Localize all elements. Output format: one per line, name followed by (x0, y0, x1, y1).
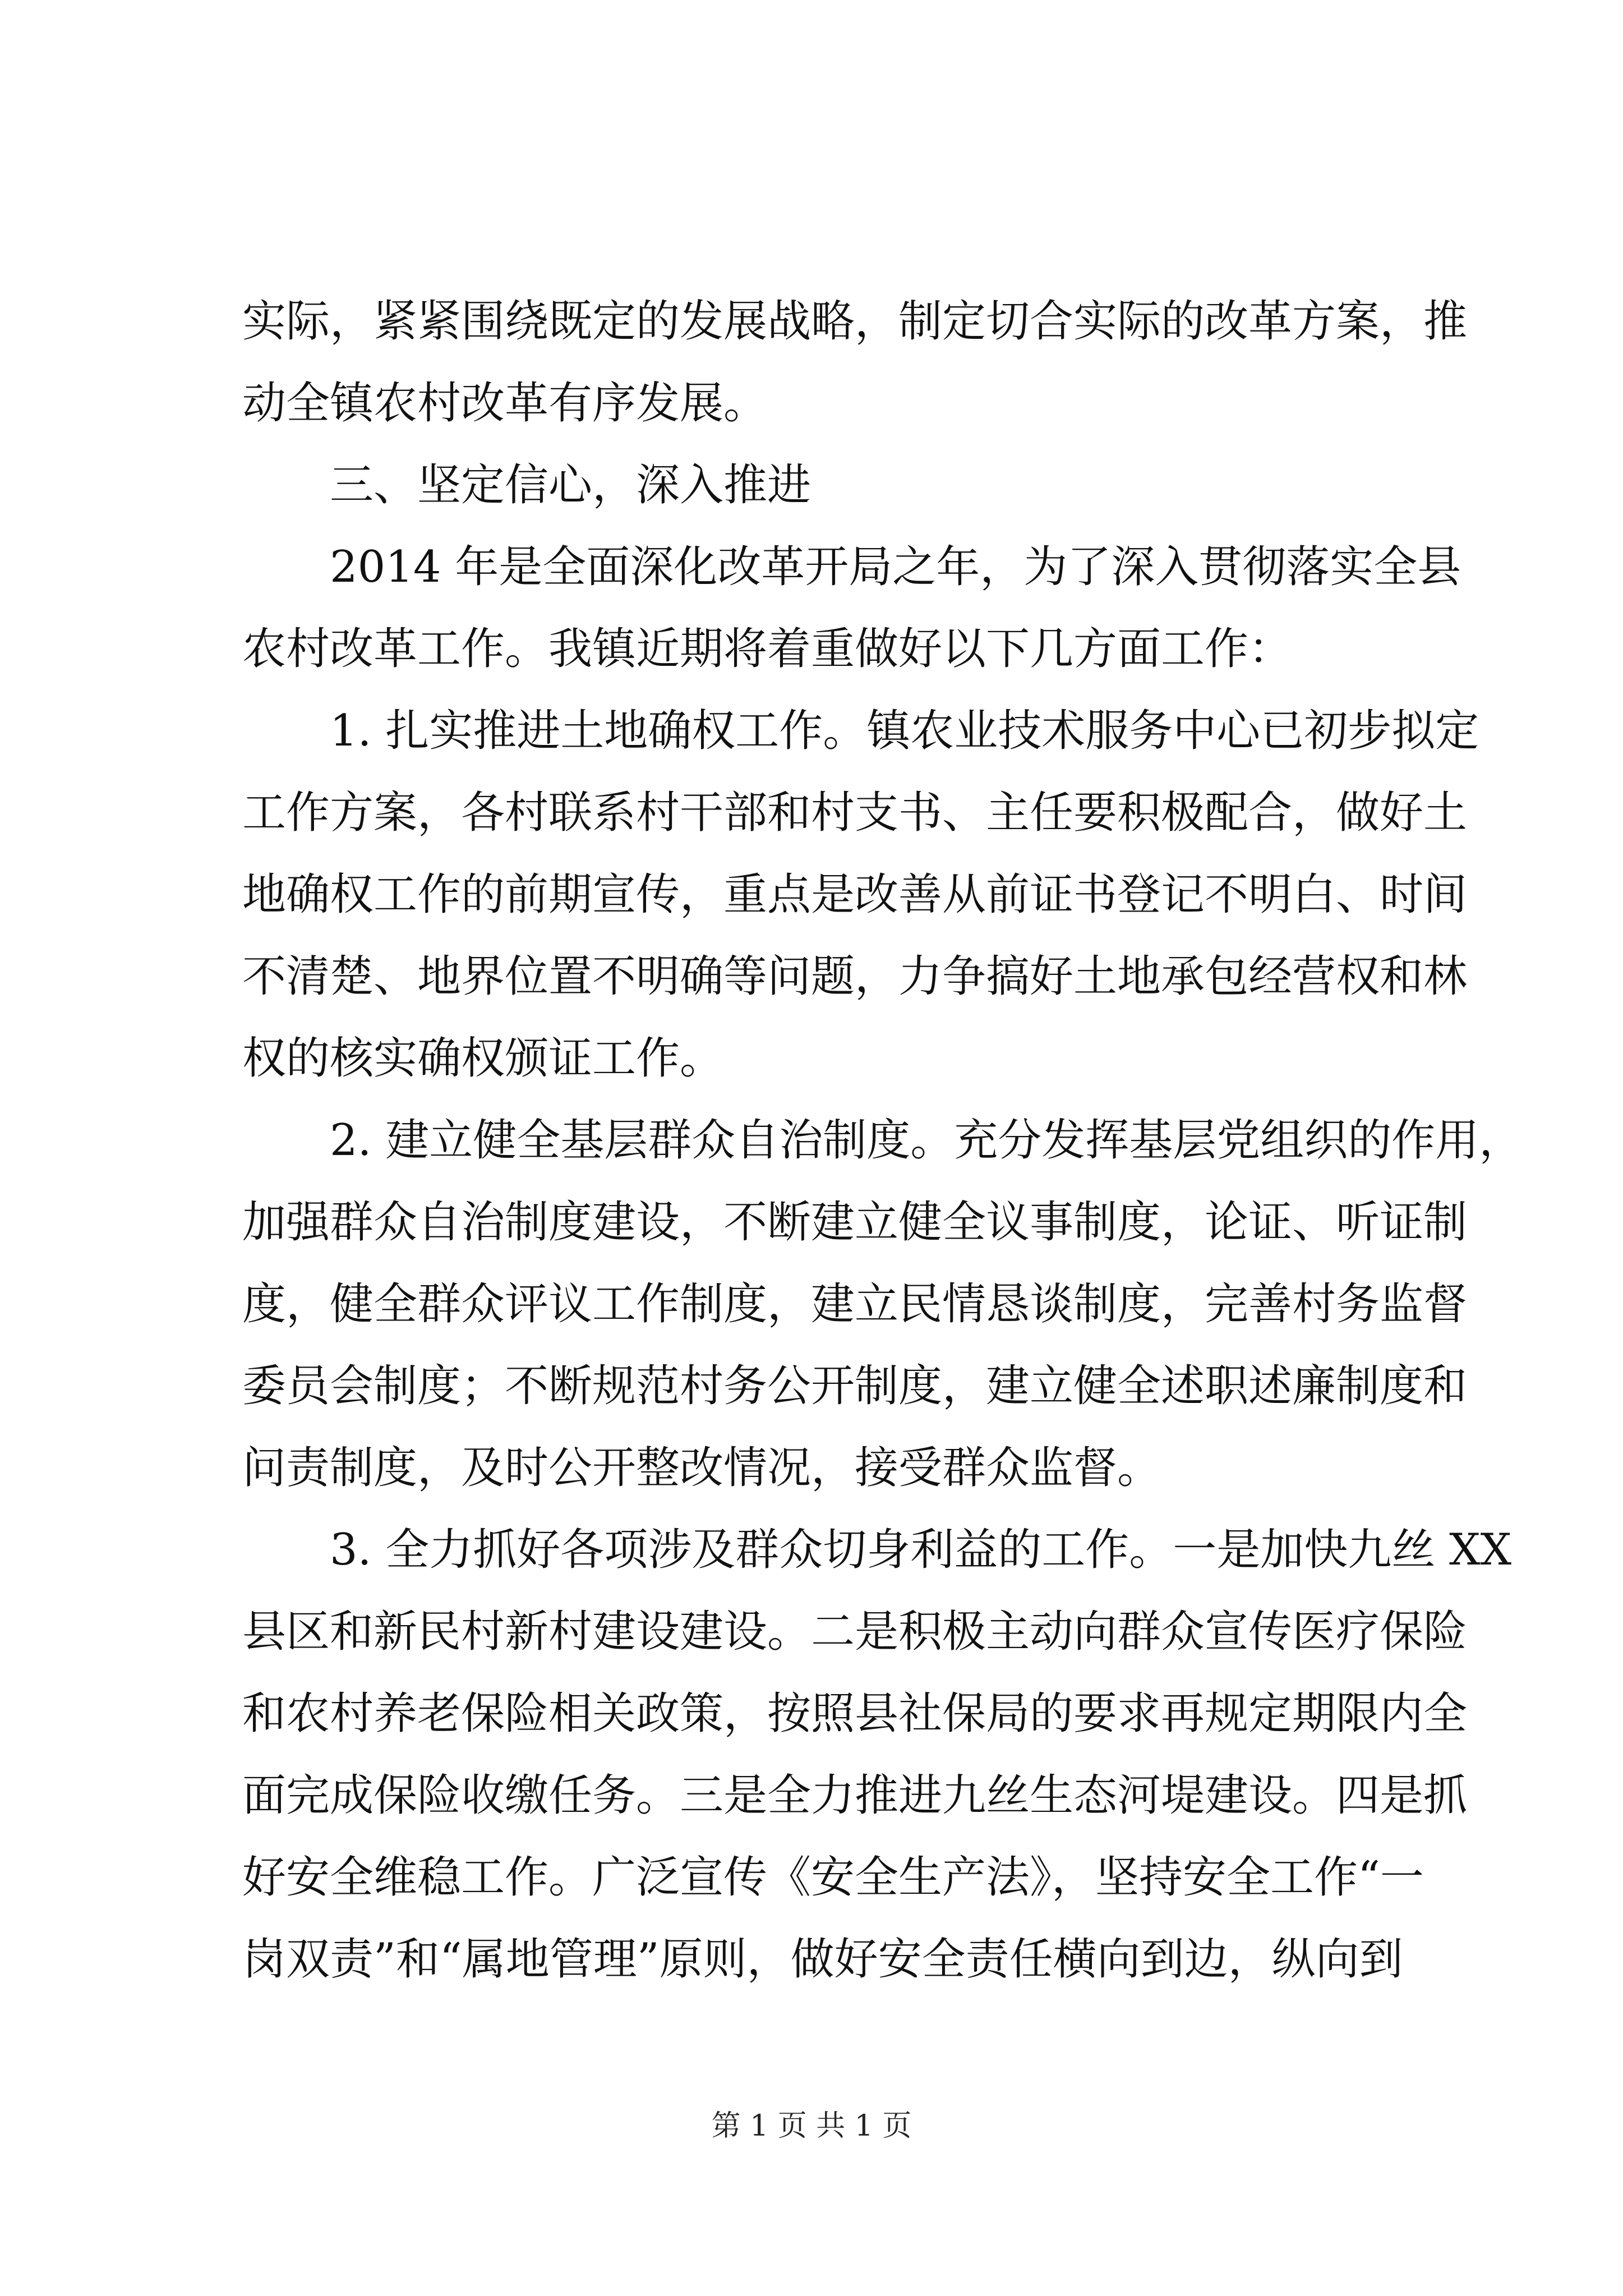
text-line: 岗双责”和“属地管理”原则，做好安全责任横向到边，纵向到 (242, 1934, 1403, 1985)
text-line: 加强群众自治制度建设，不断建立健全议事制度，论证、听证制 (242, 1197, 1468, 1248)
page-number-footer: 第 1 页 共 1 页 (711, 2109, 912, 2143)
text-line: 面完成保险收缴任务。三是全力推进九丝生态河堤建设。四是抓 (242, 1770, 1468, 1821)
text-line: 不清楚、地界位置不明确等问题，力争搞好土地承包经营权和林 (242, 951, 1468, 1002)
text-line: 2. 建立健全基层群众自治制度。充分发挥基层党组织的作用， (330, 1115, 1523, 1166)
text-line: 动全镇农村改革有序发展。 (242, 378, 768, 429)
text-line: 1. 扎实推进土地确权工作。镇农业技术服务中心已初步拟定 (330, 706, 1479, 756)
section-heading: 三、坚定信心，深入推进 (330, 460, 811, 510)
text-line: 县区和新民村新村建设建设。二是积极主动向群众宣传医疗保险 (242, 1607, 1468, 1657)
text-line: 工作方案，各村联系村干部和村支书、主任要积极配合，做好土 (242, 788, 1468, 838)
text-line: 好安全维稳工作。广泛宣传《安全生产法》，坚持安全工作“一 (242, 1852, 1424, 1903)
text-line: 委员会制度；不断规范村务公开制度，建立健全述职述廉制度和 (242, 1361, 1468, 1411)
text-line: 2014 年是全面深化改革开局之年，为了深入贯彻落实全县 (330, 542, 1461, 592)
text-line: 和农村养老保险相关政策，按照县社保局的要求再规定期限内全 (242, 1688, 1468, 1739)
text-line: 地确权工作的前期宣传，重点是改善从前证书登记不明白、时间 (242, 869, 1468, 920)
text-line: 3. 全力抓好各项涉及群众切身利益的工作。一是加快九丝 XX (330, 1525, 1512, 1575)
text-line: 实际，紧紧围绕既定的发展战略，制定切合实际的改革方案，推 (242, 296, 1468, 347)
document-body (242, 280, 1523, 2000)
text-line: 农村改革工作。我镇近期将着重做好以下几方面工作： (242, 624, 1293, 674)
text-line: 度，健全群众评议工作制度，建立民情恳谈制度，完善村务监督 (242, 1279, 1468, 1329)
text-line: 问责制度，及时公开整改情况，接受群众监督。 (242, 1443, 1161, 1493)
text-line: 权的核实确权颁证工作。 (242, 1033, 724, 1084)
